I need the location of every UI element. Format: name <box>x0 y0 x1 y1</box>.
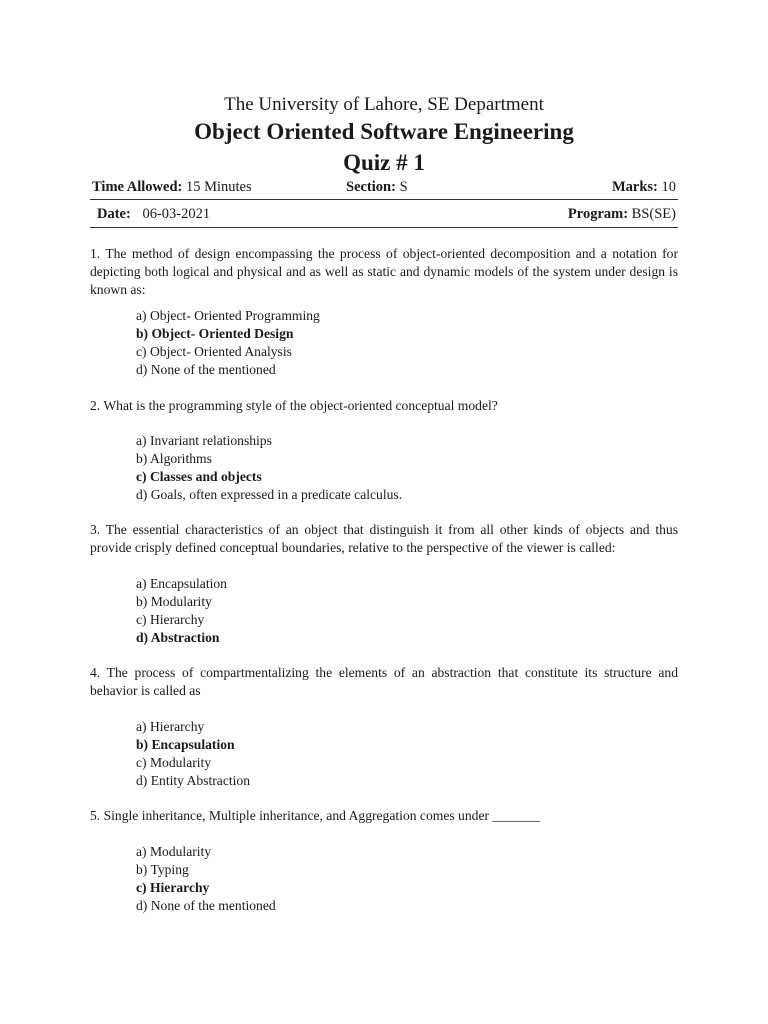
question-5-text: 5. Single inheritance, Multiple inheritance, and Aggregation comes under _______ <box>90 808 540 823</box>
quiz-title: Quiz # 1 <box>343 150 425 175</box>
option: a) Modularity <box>136 844 212 859</box>
question-1-text: 1. The method of design encompassing the process of object-oriented decomposition and a notation for depicting both logical and physical and as well as static and dynamic models of the system under design is known as: <box>90 246 678 297</box>
program-label: Program: <box>567 206 629 222</box>
option: c) Hierarchy <box>136 612 205 627</box>
option-correct: c) Hierarchy <box>136 880 210 895</box>
option: d) Entity Abstraction <box>136 773 251 788</box>
question-2-text: 2. What is the programming style of the object-oriented conceptual model? <box>90 398 498 413</box>
option: a) Encapsulation <box>136 576 227 591</box>
option: c) Modularity <box>136 755 212 770</box>
date <box>97 205 210 223</box>
time-allowed-label: Time Allowed: <box>92 179 183 195</box>
option: b) Modularity <box>136 594 212 609</box>
option-correct: b) Object- Oriented Design <box>136 326 294 341</box>
option: a) Invariant relationships <box>136 433 272 448</box>
question-1-options <box>136 307 320 379</box>
question-4-text: 4. The process of compartmentalizing the elements of an abstraction that constitute its structure and behavior is called as <box>90 665 678 698</box>
program-value: BS(SE) <box>631 206 676 222</box>
section-value: S <box>399 179 408 195</box>
time-allowed-value: 15 Minutes <box>185 179 252 195</box>
option-correct: c) Classes and objects <box>136 469 262 484</box>
option: b) Typing <box>136 862 189 877</box>
option: a) Object- Oriented Programming <box>136 308 320 323</box>
university-heading: The University of Lahore, SE Department <box>224 94 544 115</box>
course-title: Object Oriented Software Engineering <box>194 119 574 144</box>
option: b) Algorithms <box>136 451 212 466</box>
question-3-text: 3. The essential characteristics of an object that distinguish it from all other kinds of objects and thus provide crisply defined conceptual boundaries, relative to the perspective of the viewer is called: <box>90 522 678 555</box>
option: d) Goals, often expressed in a predicate calculus. <box>136 487 403 502</box>
question-3-options <box>136 575 227 647</box>
date-label: Date: <box>97 206 131 222</box>
date-value: 06-03-2021 <box>142 206 211 222</box>
header-divider-top <box>90 199 678 200</box>
option-correct: d) Abstraction <box>136 630 220 645</box>
option: a) Hierarchy <box>136 719 205 734</box>
option: c) Object- Oriented Analysis <box>136 344 292 359</box>
section-label: Section: <box>346 179 396 195</box>
option: d) None of the mentioned <box>136 362 276 377</box>
section <box>346 178 408 196</box>
marks-value: 10 <box>661 179 676 195</box>
option-correct: b) Encapsulation <box>136 737 235 752</box>
header-divider-bottom <box>90 227 678 228</box>
program <box>568 205 676 223</box>
question-4-options <box>136 718 250 790</box>
marks <box>612 178 676 196</box>
time-allowed <box>92 178 252 196</box>
question-5-options <box>136 843 276 915</box>
marks-label: Marks: <box>611 179 658 195</box>
question-2-options <box>136 432 402 504</box>
option: d) None of the mentioned <box>136 898 276 913</box>
